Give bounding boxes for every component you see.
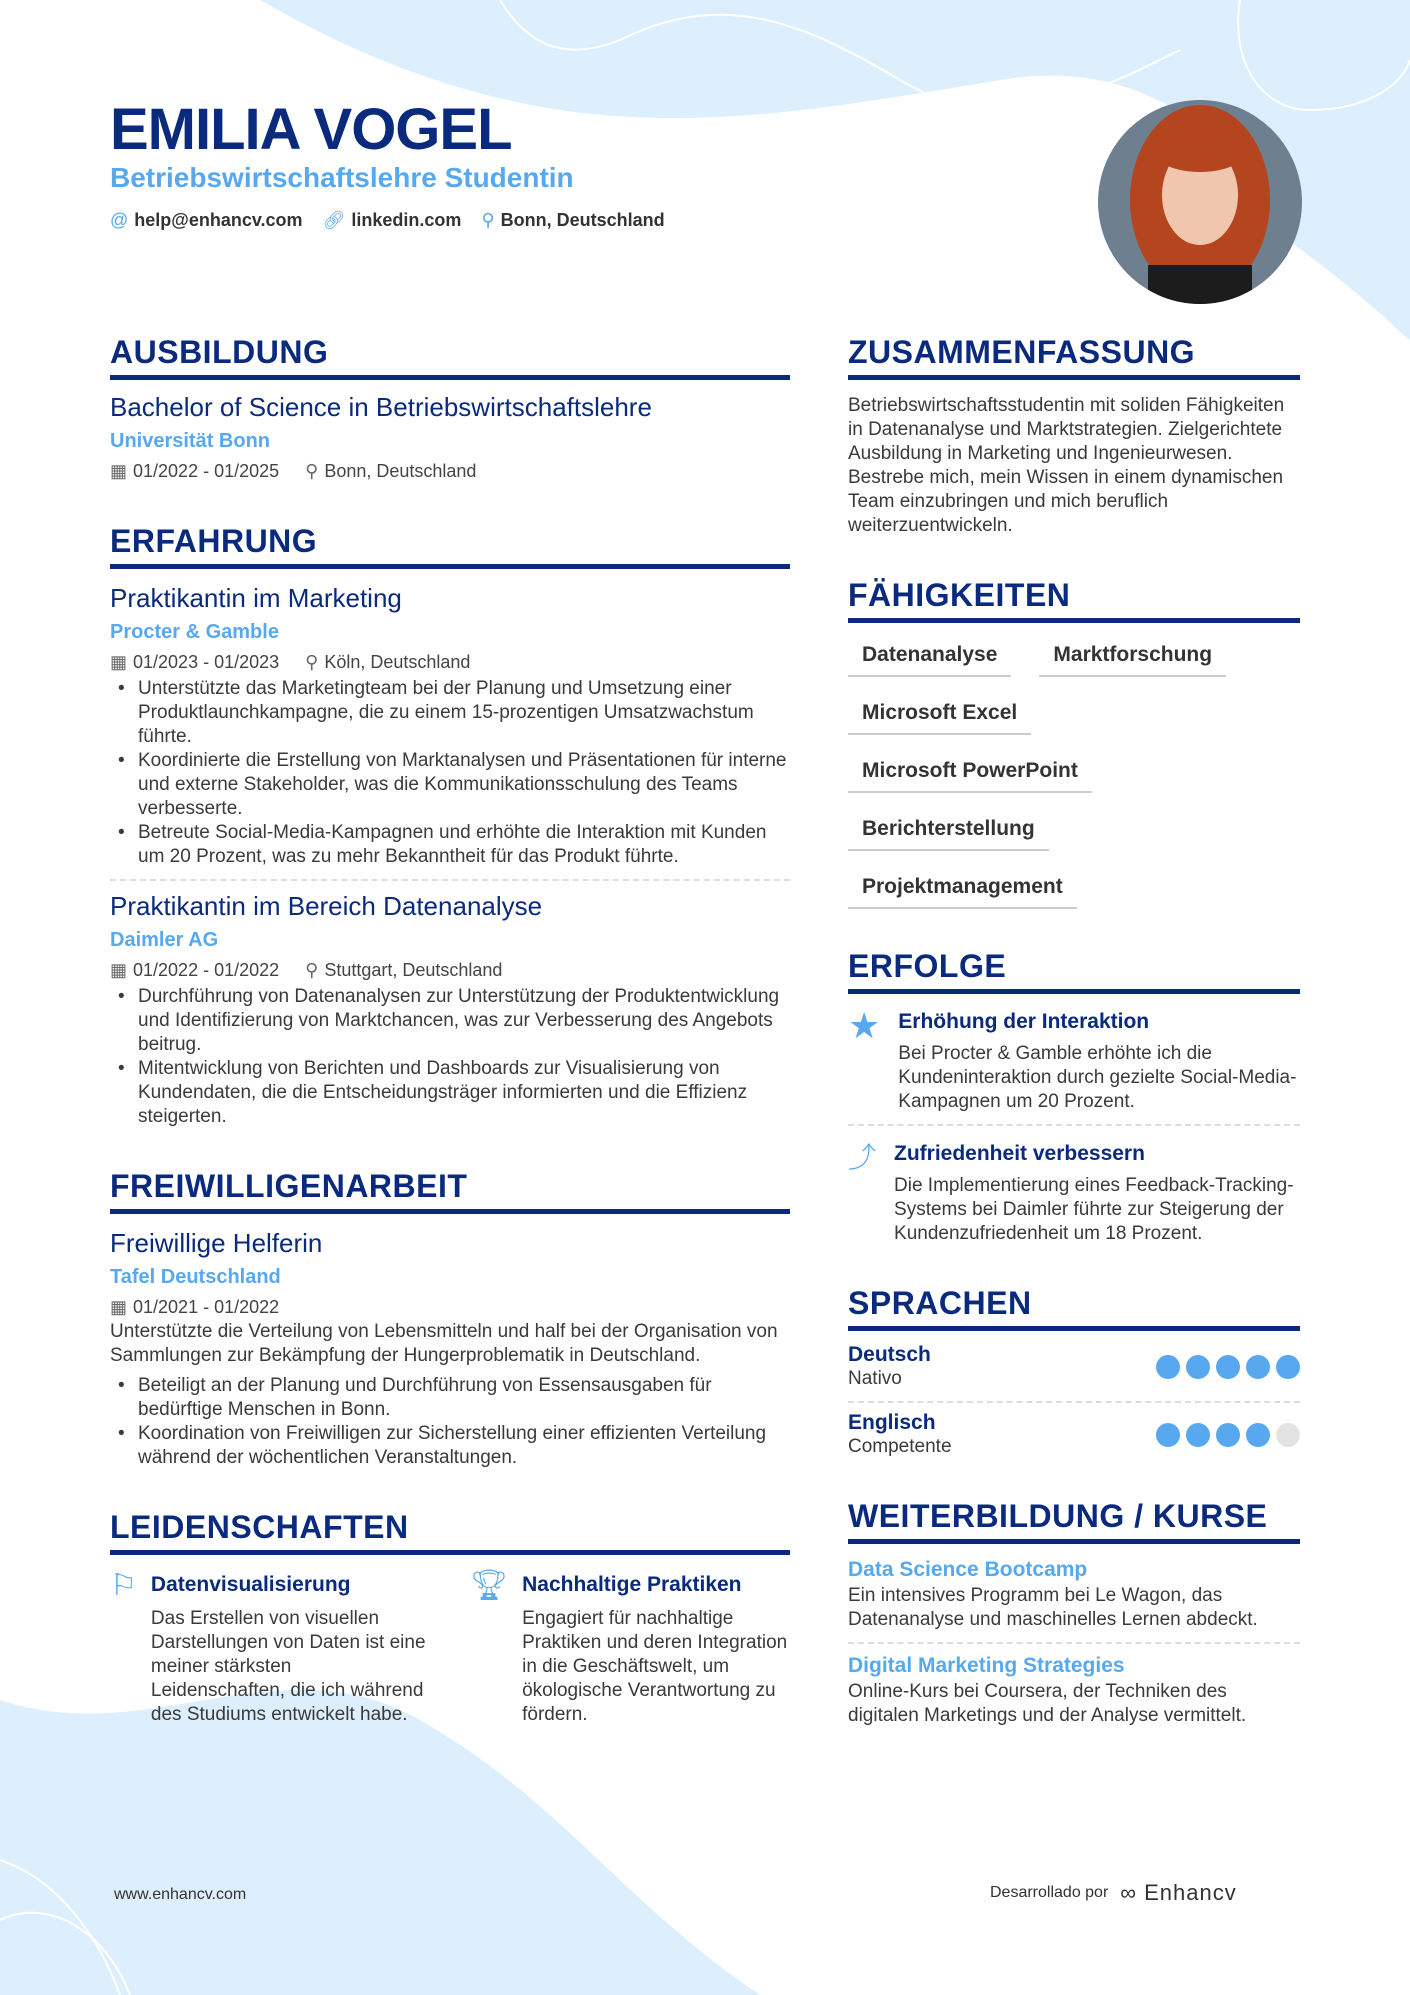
passion-item — [470, 1571, 790, 1727]
calendar-icon: ▦ — [110, 461, 128, 481]
section-heading: FREIWILLIGENARBEIT — [110, 1167, 790, 1214]
bullet: • Koordinierte die Erstellung von Marktanalysen und Präsentationen für interne und externe Stakeholder, was die Kommunikationsschulung des Teams verbesserte. — [110, 749, 790, 821]
skill-tag: Marktforschung — [1039, 635, 1226, 677]
passions-section — [110, 1508, 790, 1727]
powered-by: Desarrollado por — [990, 1884, 1109, 1901]
enhancv-logo: ∞ Enhancv — [1120, 1880, 1237, 1905]
language-rating — [1156, 1355, 1300, 1379]
bullet: • Durchführung von Datenanalysen zur Unterstützung der Produktentwicklung und Identifizierung von Marktchancen, was zur Verbesserung des Angebots beitrug. — [110, 985, 790, 1057]
skill-tag: Projektmanagement — [848, 867, 1077, 909]
star-icon: ★ — [848, 1005, 881, 1046]
footer-website[interactable]: www.enhancv.com — [114, 1886, 247, 1903]
rating-dot — [1216, 1355, 1240, 1379]
courses-section — [848, 1497, 1300, 1728]
rating-dot — [1216, 1423, 1240, 1447]
language-level: Competente — [848, 1436, 952, 1457]
organization: Tafel Deutschland — [110, 1266, 281, 1288]
section-heading: WEITERBILDUNG / KURSE — [848, 1497, 1300, 1544]
rating-dot — [1156, 1355, 1180, 1379]
achievement-text: Die Implementierung eines Feedback-Tracking-Systems bei Daimler führte zur Steigerung der Kundenzufriedenheit um 18 Prozent. — [894, 1175, 1294, 1244]
candidate-name: EMILIA VOGEL — [110, 97, 512, 162]
education-section — [110, 333, 790, 484]
achievement-title: Zufriedenheit verbessern — [894, 1142, 1145, 1165]
rating-dot — [1246, 1423, 1270, 1447]
language-level: Nativo — [848, 1368, 902, 1389]
rating-dot — [1186, 1423, 1210, 1447]
dates: 01/2022 - 01/2025 — [133, 461, 280, 481]
bullet: • Koordination von Freiwilligen zur Sicherstellung einer effizienten Verteilung während der wöchentlichen Veranstaltungen. — [110, 1422, 790, 1470]
location-pin-icon: ⚲ — [305, 461, 319, 481]
bullet: • Beteiligt an der Planung und Durchführung von Essensausgaben für bedürftige Menschen in Bonn. — [110, 1374, 790, 1422]
skill-tag: Microsoft PowerPoint — [848, 751, 1092, 793]
role: Praktikantin im Bereich Datenanalyse — [110, 891, 543, 921]
role: Freiwillige Helferin — [110, 1228, 323, 1258]
section-heading: FÄHIGKEITEN — [848, 576, 1300, 623]
course-title: Data Science Bootcamp — [848, 1558, 1088, 1581]
profile-photo — [1098, 100, 1302, 304]
strategy-icon: ⤴ — [848, 1142, 877, 1173]
school: Universität Bonn — [110, 430, 271, 452]
achievement-item — [848, 1005, 1300, 1114]
location: Bonn, Deutschland — [324, 461, 477, 481]
rating-dot — [1186, 1355, 1210, 1379]
bullet: • Unterstützte das Marketingteam bei der Planung und Umsetzung einer Produktlaunchkampagne, die zu einem 15-prozentigen Umsatzwachstum führte. — [110, 677, 790, 749]
summary-text: Betriebswirtschaftsstudentin mit soliden Fähigkeiten in Datenanalyse und Marktstrategien. Zielgerichtete Ausbildung in Marketing und Ingenieurwesen. Bestrebe mich, mein Wissen in einem dynamischen Team einzubringen und mich beruflich weiterzuentwickeln. — [848, 395, 1285, 536]
email[interactable] — [110, 210, 303, 231]
section-heading: ERFOLGE — [848, 947, 1300, 994]
email-text: help@enhancv.com — [134, 210, 303, 230]
language-item — [848, 1343, 1300, 1391]
achievement-text: Bei Procter & Gamble erhöhte ich die Kundeninteraktion durch gezielte Social-Media-Kampagnen um 20 Prozent. — [898, 1043, 1297, 1112]
footer-branding — [990, 1880, 1237, 1906]
company: Procter & Gamble — [110, 621, 279, 643]
contact-info — [110, 210, 665, 231]
divider — [848, 1642, 1300, 1644]
location — [481, 210, 664, 231]
location: Köln, Deutschland — [324, 652, 471, 672]
linkedin-text: linkedin.com — [351, 210, 462, 230]
experience-item — [110, 889, 790, 1129]
bullet: • Betreute Social-Media-Kampagnen und erhöhte die Interaktion mit Kunden um 20 Prozent, was zu mehr Bekanntheit für das Produkt führte. — [110, 821, 790, 869]
degree: Bachelor of Science in Betriebswirtschaftslehre — [110, 392, 652, 422]
passion-text: Engagiert für nachhaltige Praktiken und deren Integration in die Geschäftswelt, um ökologische Verantwortung zu fördern. — [522, 1608, 788, 1725]
achievement-item — [848, 1140, 1300, 1246]
bullet: • Mitentwicklung von Berichten und Dashboards zur Visualisierung von Kundendaten, die die Entscheidungsträger informierten und die Effizienz steigerten. — [110, 1057, 790, 1129]
link-icon: 🔗︎ — [322, 210, 346, 230]
volunteer-section — [110, 1167, 790, 1470]
experience-section — [110, 522, 790, 1129]
course-text: Ein intensives Programm bei Le Wagon, das Datenanalyse und maschinelles Lernen abdeckt. — [848, 1585, 1258, 1630]
description: Unterstützte die Verteilung von Lebensmitteln und half bei der Organisation von Sammlungen zur Bekämpfung der Hungerproblematik in Deutschland. — [110, 1321, 778, 1366]
rating-dot — [1156, 1423, 1180, 1447]
summary-section — [848, 333, 1300, 538]
role: Praktikantin im Marketing — [110, 583, 402, 613]
dates: 01/2021 - 01/2022 — [133, 1297, 280, 1317]
achievements-section — [848, 947, 1300, 1246]
brand-name: Enhancv — [1144, 1880, 1237, 1905]
passion-title: Nachhaltige Praktiken — [522, 1573, 742, 1596]
location-pin-icon: ⚲ — [305, 960, 319, 980]
section-heading: AUSBILDUNG — [110, 333, 790, 380]
skill-tag: Berichterstellung — [848, 809, 1049, 851]
trophy-icon: 🏆︎ — [470, 1569, 509, 1602]
languages-section — [848, 1284, 1300, 1459]
passion-item — [110, 1571, 430, 1727]
location-text: Bonn, Deutschland — [500, 210, 665, 230]
section-heading: ERFAHRUNG — [110, 522, 790, 569]
divider — [848, 1124, 1300, 1126]
company: Daimler AG — [110, 929, 219, 951]
achievement-title: Erhöhung der Interaktion — [898, 1010, 1150, 1033]
location: Stuttgart, Deutschland — [324, 960, 503, 980]
section-heading: LEIDENSCHAFTEN — [110, 1508, 790, 1555]
section-heading: ZUSAMMENFASSUNG — [848, 333, 1300, 380]
flag-icon: ⚐ — [110, 1569, 137, 1602]
language-name: Deutsch — [848, 1343, 931, 1366]
skills-section — [848, 576, 1300, 925]
calendar-icon: ▦ — [110, 960, 128, 980]
section-heading: SPRACHEN — [848, 1284, 1300, 1331]
divider — [848, 1401, 1300, 1403]
rating-dot — [1276, 1355, 1300, 1379]
language-name: Englisch — [848, 1411, 936, 1434]
location-pin-icon: ⚲ — [305, 652, 319, 672]
experience-item — [110, 581, 790, 869]
location-pin-icon: ⚲ — [481, 210, 495, 230]
candidate-title: Betriebswirtschaftslehre Studentin — [110, 162, 574, 193]
dates: 01/2023 - 01/2023 — [133, 652, 280, 672]
divider — [110, 879, 790, 881]
rating-dot — [1276, 1423, 1300, 1447]
passion-title: Datenvisualisierung — [150, 1573, 351, 1596]
skill-tag: Microsoft Excel — [848, 693, 1031, 735]
course-title: Digital Marketing Strategies — [848, 1654, 1125, 1677]
language-item — [848, 1411, 1300, 1459]
calendar-icon: ▦ — [110, 1297, 128, 1317]
linkedin[interactable] — [323, 210, 462, 231]
passion-text: Das Erstellen von visuellen Darstellungen von Daten ist eine meiner stärksten Leidenschaften, die ich während des Studiums entwickelt habe. — [150, 1608, 426, 1725]
rating-dot — [1246, 1355, 1270, 1379]
at-icon: @ — [110, 210, 129, 230]
language-rating — [1156, 1423, 1300, 1447]
calendar-icon: ▦ — [110, 652, 128, 672]
dates: 01/2022 - 01/2022 — [133, 960, 280, 980]
skill-tag: Datenanalyse — [848, 635, 1011, 677]
course-text: Online-Kurs bei Coursera, der Techniken des digitalen Marketings und der Analyse vermittelt. — [848, 1681, 1247, 1726]
